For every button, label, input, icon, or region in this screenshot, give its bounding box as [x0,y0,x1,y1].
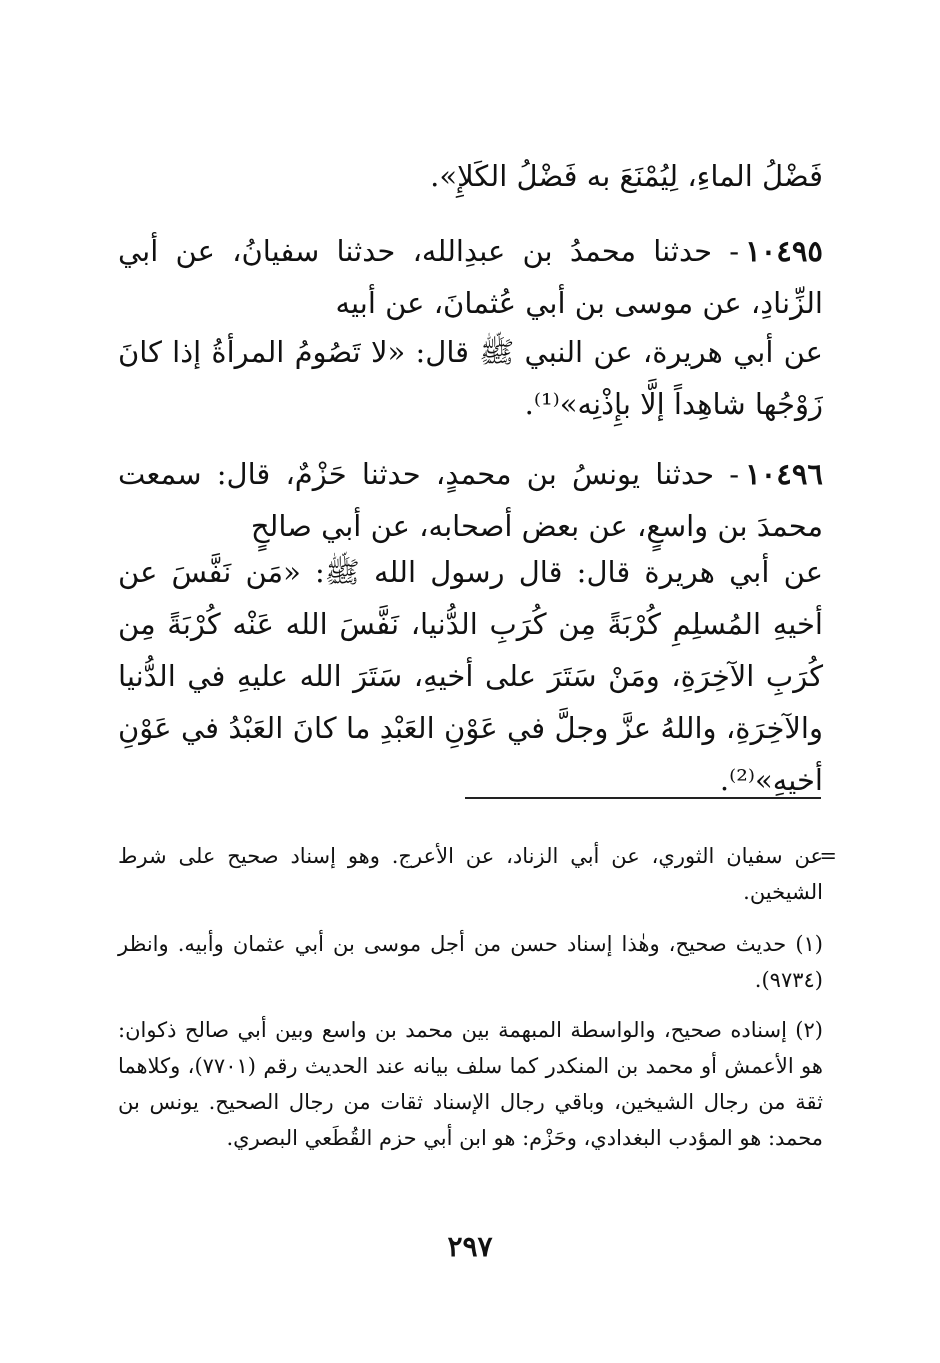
hadith-10495-matn: عن أبي هريرة، عن النبي ﷺ قال: «لا تَصُومُ المرأةُ إذا كانَ زَوْجُها شاهِداً إلَّا بإِذْنِه»⁽¹⁾. [118,335,823,421]
continuation-line: فَضْلُ الماءِ، لِيُمْنَعَ به فَضْلُ الكَلإِ». [430,159,823,193]
isnad-text: - حدثنا يونسُ بن محمدٍ، حدثنا حَزْمٌ، قال: سمعت محمدَ بن واسعٍ، عن بعض أصحابه، عن أبي صالحٍ [118,457,823,543]
footnote-2: (٢) إسناده صحيح، والواسطة المبهمة بين محمد بن واسع وبين أبي صالح ذكوان: هو الأعمش أو محمد بن المنكدر كما سلف بيانه عند الحديث رقم (٧٧٠١)، وكلاهما ثقة من رجال الشيخين، وباقي رجال الإسناد ثقات من رجال الصحيح. يونس بن محمد: هو المؤدب البغدادي، وحَزْم: هو ابن أبي حزم القُطَعي البصري. [118,1018,823,1150]
hadith-number: ١٠٤٩٦ [745,457,823,491]
hadith-10496-matn: عن أبي هريرة قال: قال رسول الله ﷺ: «مَن نَفَّسَ عن أخيهِ المُسلِمِ كُرْبَةً مِن كُرَبِ الدُّنيا، نَفَّسَ الله عَنْه كُرْبَةً مِن كُرَبِ الآخِرَةِ، ومَنْ سَتَرَ على أخيهِ، سَتَرَ الله عليهِ في الدُّنيا والآخِرَةِ، واللهُ عزَّ وجلَّ في عَوْنِ العَبْدِ ما كانَ العَبْدُ في عَوْنِ أخيهِ»⁽²⁾. [118,555,823,797]
isnad-text: - حدثنا محمدُ بن عبدِالله، حدثنا سفيانُ، عن أبي الزِّنادِ، عن موسى بن أبي عُثمانَ، عن أبيه [118,234,823,320]
hadith-number: ١٠٤٩٥ [745,234,823,268]
footnote-text: عن سفيان الثوري، عن أبي الزناد، عن الأعرج. وهو إسناد صحيح على شرط الشيخين. [118,844,823,904]
footnote-1: (١) حديث صحيح، وهٰذا إسناد حسن من أجل موسى بن أبي عثمان وأبيه. وانظر (٩٧٣٤). [118,932,823,992]
hadith-10496-isnad [118,448,823,552]
hadith-10495-isnad [118,225,823,329]
footnote-separator [465,797,821,799]
continuation-marker: = [819,844,837,868]
page-number: ٢٩٧ [447,1230,493,1263]
footnote-continuation [118,838,837,910]
